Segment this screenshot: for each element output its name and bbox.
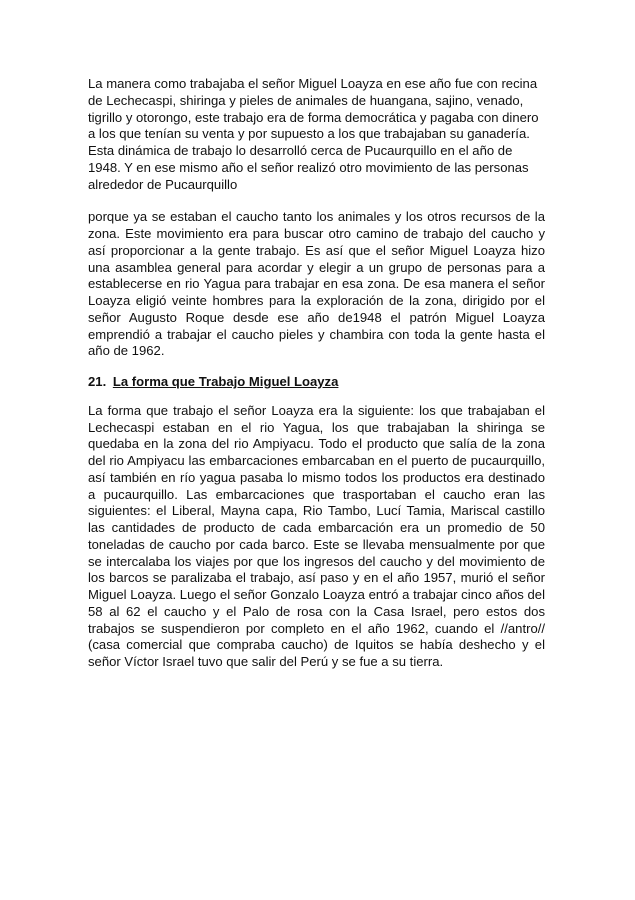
section-heading (88, 374, 545, 391)
paragraph-intro: La manera como trabajaba el señor Miguel Loayza en ese año fue con recina de Lechecaspi, shiringa y pieles de animales de huangana, sajino, venado, tigrillo y otorongo, este trabajo era de forma democrática y pagaba con dinero a los que tenían su venta y por supuesto a los que trabajaban su ganadería. Esta dinámica de trabajo lo desarrolló cerca de Pucaurquillo en el año de 1948. Y en ese mismo año el señor realizó otro movimiento de las personas alrededor de Pucaurquillo (88, 76, 539, 192)
paragraph-section-body: La forma que trabajo el señor Loayza era la siguiente: los que trabajaban el Lechecaspi estaban en el rio Yagua, los que trabajaban la shiringa se quedaba en la zona del rio Ampiyacu. Todo el producto que salía de la zona del rio Ampiyacu las embarcaciones embarcaban en el puerto de pucaurquillo, así también en río yagua pasaba lo mismo todos los productos era destinado a pucaurquillo. Las embarcaciones que trasportaban el caucho eran las siguientes: el Liberal, Mayna capa, Rio Tambo, Lucí Tamia, Mariscal castillo las cantidades de producto de cada embarcación era un promedio de 50 toneladas de caucho por cada barco. Este se llevaba mensualmente por que se intercalaba los viajes por que los ingresos del caucho y del movimiento de los barcos se paralizaba el trabajo, así paso y en el año 1957, murió el señor Miguel Loayza. Luego el señor Gonzalo Loayza entró a trabajar cinco años del 58 al 62 el caucho y el Palo de rosa con la Casa Israel, pero estos dos trabajos se suspendieron por completo en el año 1962, cuando el //antro// (casa comercial que compraba caucho) de Iquitos se había deshecho y el señor Víctor Israel tuvo que salir del Perú y se fue a su tierra. (88, 402, 545, 669)
section-number: 21. (88, 374, 107, 389)
paragraph-caucho: porque ya se estaban el caucho tanto los animales y los otros recursos de la zona. Este movimiento era para buscar otro camino de trabajo del caucho y así proporcionar a la gente trabajo. Es así que el señor Miguel Loayza hizo una asamblea general para acordar y elegir a un grupo de personas para a establecerse en rio Yagua para trabajar en esa zona. De esa manera el señor Loayza eligió veinte hombres para la exploración de la zona, dirigido por el señor Augusto Roque desde ese año de1948 el patrón Miguel Loayza emprendió a trabajar el caucho pieles y chambira con toda la gente hasta el año de 1962. (88, 209, 545, 359)
section-title: La forma que Trabajo Miguel Loayza (112, 374, 339, 389)
page-content (88, 76, 545, 671)
